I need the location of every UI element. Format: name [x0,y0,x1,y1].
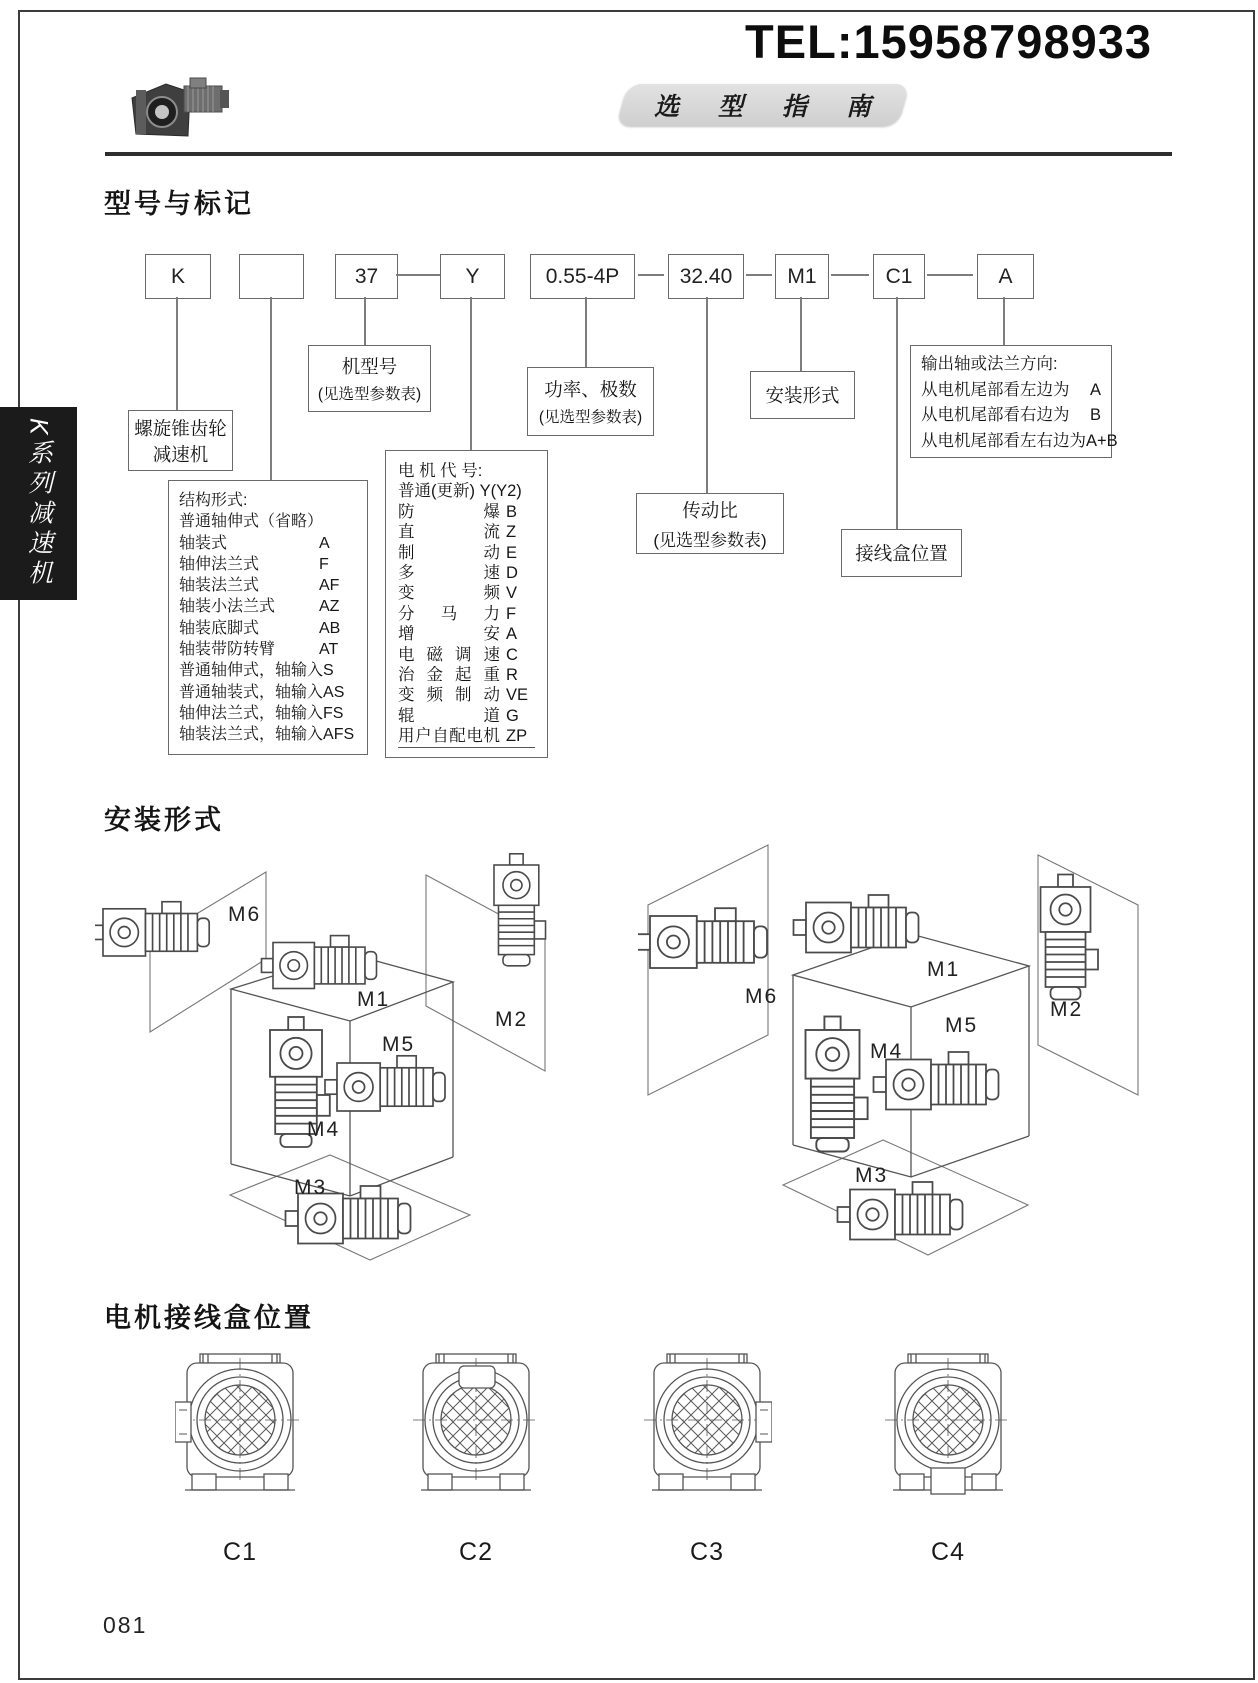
dropline-power [585,297,587,367]
callout-power-line2: (见选型参数表) [538,409,643,426]
callout-mounting-label: 安装形式 [765,385,840,406]
output-line-code: A+B [1086,431,1118,450]
motor-front-view-c2 [411,1352,541,1504]
motor-code-item [398,706,535,726]
callout-reducer-line2: 减速机 [152,443,209,465]
motor-code-box [385,450,548,758]
junction-label-c1: C1 [223,1538,257,1566]
motor-code-item [398,563,535,583]
page-border-bottom [18,1678,1255,1680]
structure-item-name: 轴装法兰式 [179,577,260,595]
callout-power [527,367,654,436]
structure-item-code: F [319,555,329,573]
mounting-section-title: 安装形式 [104,805,224,835]
header-rule [105,152,1172,156]
structure-item-code: S [323,662,334,680]
junction-label-c2: C2 [459,1538,493,1566]
motor-code-name: 分马力 [398,604,500,623]
motor-code-code: Z [506,523,517,542]
structure-item-name: 轴伸法兰式，轴输入 [179,704,324,722]
motor-code-name: 治金起重 [398,666,500,685]
motor-code-code: ZP [506,727,528,746]
mounting-label-m5: M5 [945,1014,979,1037]
callout-jbox [841,529,962,577]
callout-ratio-line2: (见选型参数表) [653,530,767,550]
structure-item-code: AB [319,619,341,637]
page-border-top [18,10,1255,12]
mounting-label-m1: M1 [357,988,391,1011]
structure-title: 结构形式: [179,492,248,509]
motor-code-title: 电 机 代 号: [398,462,483,480]
structure-item [179,703,357,724]
sidebar-series-tab [0,407,77,600]
structure-item [179,660,357,681]
dropline-size [364,297,366,345]
code-box-structure [239,254,304,299]
mounting-label-m2: M2 [1050,998,1084,1021]
structure-subtitle: 普通轴伸式（省略） [179,513,324,531]
page-border-left [18,10,20,1680]
motor-code-item [398,645,535,665]
motor-front-view-c1 [175,1352,305,1504]
structure-item [179,639,357,660]
mounting-label-m5: M5 [382,1033,416,1056]
sidebar-label: K系列减速机 [24,417,53,590]
structure-item [179,682,357,703]
structure-item-name: 普通轴伸式，轴输入 [179,662,324,680]
dropline-ratio [706,297,708,493]
motor-code-name: 增安 [398,625,500,644]
callout-model-no-line2: (见选型参数表) [317,386,422,403]
output-line-text: 从电机尾部看左右边为 [921,431,1086,450]
callout-model-no-line1: 机型号 [341,356,398,377]
output-line-code: B [1089,406,1101,424]
structure-item-code: A [319,534,330,552]
mounting-label-m3: M3 [294,1176,328,1199]
phone-number: TEL:15958798933 [745,15,1152,68]
output-direction-title: 输出轴或法兰方向: [921,355,1058,373]
mounting-label-m2: M2 [495,1008,529,1031]
dropline-mounting [800,297,802,371]
dropline-motor [470,297,472,450]
motor-code-code: V [506,584,518,603]
output-direction-line [921,403,1101,429]
connector-power-ratio [638,274,664,276]
mounting-label-m6: M6 [745,985,779,1008]
motor-code-code: D [506,564,518,583]
callout-ratio [636,493,784,554]
connector-ratio-M1 [746,274,772,276]
structure-item-code: AF [319,577,340,595]
page-border-right [1253,10,1255,1680]
motor-code-name: 用户自配电机 [398,727,500,746]
motor-front-view-c3 [642,1352,772,1504]
output-line-code: A [1089,380,1101,399]
motor-code-item [398,726,535,747]
dropline-direction [1003,297,1005,345]
structure-item-name: 轴装小法兰式 [179,598,276,616]
structure-item-code: AS [323,683,345,701]
motor-code-code: VE [506,686,529,705]
connector-C1-A [927,274,973,276]
structure-item-name: 轴装带防转臂 [179,641,276,659]
mounting-diagram-left [95,845,650,1275]
motor-front-view-c4 [883,1352,1013,1504]
motor-code-item [398,522,535,542]
banner-label: 选 型 指 南 [653,93,887,121]
code-box-ratio: 32.40 [668,254,744,299]
code-box-mounting: M1 [775,254,829,299]
mounting-label-m4: M4 [870,1040,904,1063]
connector-37-Y [396,274,440,276]
structure-item [179,554,357,575]
structure-item-name: 普通轴装式，轴输入 [179,683,324,701]
model-section-title: 型号与标记 [104,189,254,219]
structure-item [179,533,357,554]
structure-item [179,724,357,745]
structure-item-code: FS [323,704,344,722]
junction-label-c4: C4 [931,1538,965,1566]
motor-code-name: 多速 [398,564,500,583]
structure-item-code: AFS [323,726,355,744]
motor-code-item [398,665,535,685]
motor-code-item [398,685,535,705]
motor-code-code: C [506,645,518,664]
code-box-direction: A [977,254,1034,299]
code-box-power: 0.55-4P [530,254,635,299]
callout-model-no [308,345,431,412]
junction-label-c3: C3 [690,1538,724,1566]
structure-item-code: AT [319,641,339,659]
motor-code-name: 制动 [398,543,500,562]
motor-code-code: A [506,625,518,644]
gearbox-photo [126,70,236,142]
mounting-label-m4: M4 [307,1118,341,1141]
output-direction-line [921,378,1101,404]
motor-code-name: 电磁调速 [398,645,500,664]
motor-code-name: 直流 [398,523,500,542]
dropline-K [176,297,178,410]
page-number: 081 [103,1612,148,1638]
structure-item-name: 轴装底脚式 [179,619,260,637]
structure-form-box [168,480,368,755]
motor-code-code: R [506,666,518,685]
motor-code-code: F [506,604,517,623]
motor-code-name: 变频 [398,584,500,603]
motor-code-item [398,543,535,563]
code-box-series: K [145,254,211,299]
motor-code-code: G [506,706,519,725]
callout-mounting [750,371,855,419]
section-banner [616,84,910,126]
structure-item [179,575,357,596]
structure-item [179,618,357,639]
dropline-structure [270,297,272,480]
motor-code-item [398,604,535,624]
code-box-jbox: C1 [873,254,925,299]
callout-reducer [128,410,233,471]
callout-ratio-line1: 传动比 [682,499,738,521]
motor-code-first-line: 普通(更新) Y(Y2) [398,482,522,501]
callout-output-direction [910,345,1118,458]
mounting-label-m1: M1 [927,958,961,981]
structure-item-code: AZ [319,598,340,616]
motor-code-item [398,583,535,603]
output-line-text: 从电机尾部看左边为 [921,380,1070,399]
dropline-jbox [896,297,898,529]
structure-item [179,596,357,617]
mounting-label-m3: M3 [855,1164,889,1187]
callout-reducer-line1: 螺旋锥齿轮 [134,417,227,439]
code-box-motor: Y [440,254,505,299]
structure-item-name: 轴装式 [179,534,228,552]
output-line-text: 从电机尾部看右边为 [921,406,1070,424]
motor-code-code: E [506,543,518,562]
mounting-diagram-right [638,835,1193,1265]
motor-code-name: 防爆 [398,502,500,521]
motor-code-item [398,502,535,522]
mounting-label-m6: M6 [228,903,262,926]
mounting-diagram-right-art [638,835,1193,1265]
motor-code-item [398,624,535,644]
connector-M1-C1 [831,274,869,276]
motor-code-name: 辊道 [398,706,500,725]
callout-jbox-label: 接线盒位置 [855,543,948,564]
callout-power-line1: 功率、极数 [544,379,637,400]
junction-section-title: 电机接线盒位置 [104,1303,314,1333]
structure-item-name: 轴伸法兰式 [179,555,260,573]
mounting-diagram-left-art [95,845,650,1275]
motor-code-name: 变频制动 [398,686,500,705]
output-direction-line [921,429,1118,455]
motor-code-code: B [506,502,518,521]
code-box-size: 37 [335,254,398,299]
structure-item-name: 轴装法兰式，轴输入 [179,726,324,744]
